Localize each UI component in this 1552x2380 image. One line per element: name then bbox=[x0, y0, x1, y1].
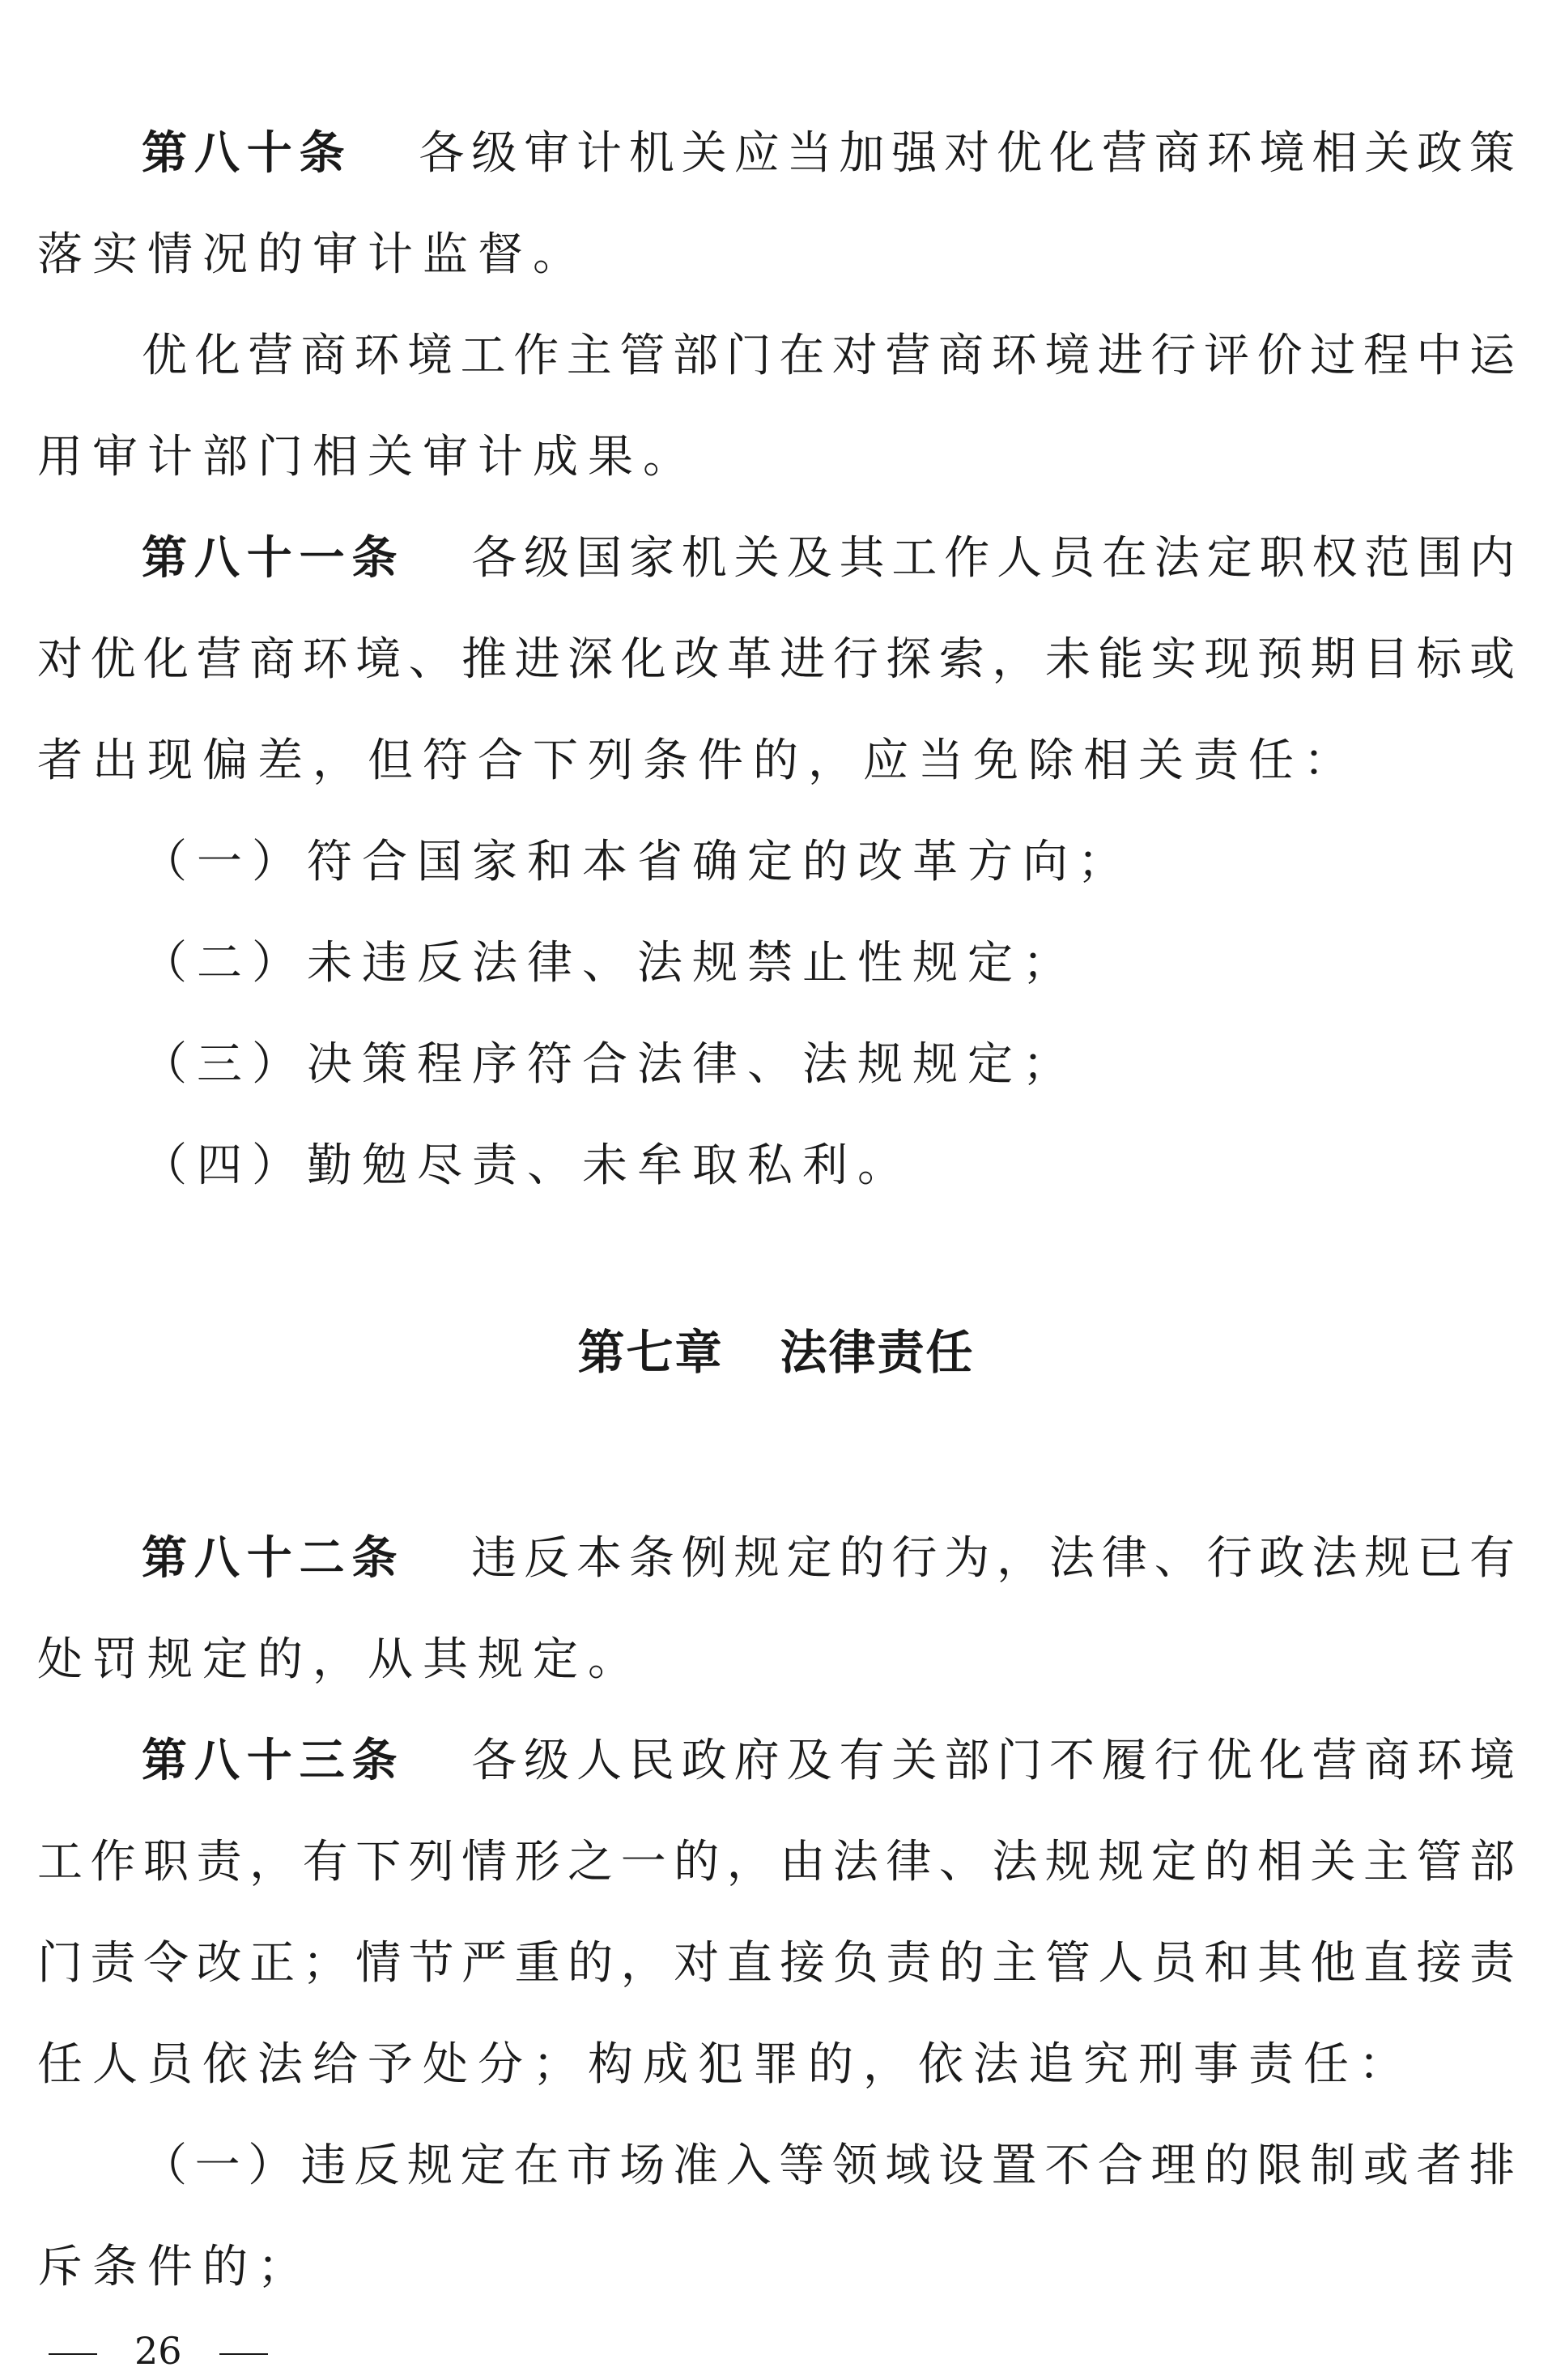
page-footer bbox=[49, 2329, 268, 2373]
chapter-number: 第七章 bbox=[577, 1325, 724, 1380]
article-82-title: 第八十二条 bbox=[142, 1532, 405, 1585]
footer-dash-right bbox=[219, 2353, 268, 2355]
article-83-line-1 bbox=[142, 1729, 1515, 1794]
article-80-para-2-line-1: 优化营商环境工作主管部门在对营商环境进行评价过程中运 bbox=[142, 330, 1515, 382]
page-number: 26 bbox=[134, 2329, 182, 2373]
article-80-line-1 bbox=[142, 121, 1515, 186]
chapter-title: 法律责任 bbox=[780, 1325, 975, 1380]
footer-dash-left bbox=[49, 2353, 97, 2355]
article-80-line-2: 落实情况的审计监督。 bbox=[37, 228, 588, 281]
article-81-text-1: 各级国家机关及其工作人员在法定职权范围内 bbox=[464, 532, 1515, 585]
article-83-item-1-line-1: （一）违反规定在市场准入等领域设置不合理的限制或者排 bbox=[142, 2139, 1515, 2192]
article-83-text-1: 各级人民政府及有关部门不履行优化营商环境 bbox=[464, 1735, 1515, 1787]
article-81-item-3: （三）决策程序符合法律、法规规定； bbox=[142, 1038, 1078, 1091]
article-83-line-4: 任人员依法给予处分；构成犯罪的，依法追究刑事责任： bbox=[37, 2038, 1414, 2091]
article-80-para-2-line-2: 用审计部门相关审计成果。 bbox=[37, 431, 698, 483]
article-81-item-1: （一）符合国家和本省确定的改革方向； bbox=[142, 836, 1133, 888]
chapter-heading bbox=[0, 1312, 1552, 1393]
article-81-title: 第八十一条 bbox=[142, 532, 405, 585]
article-81-item-4: （四）勤勉尽责、未牟取私利。 bbox=[142, 1139, 912, 1192]
article-81-line-3: 者出现偏差，但符合下列条件的，应当免除相关责任： bbox=[37, 734, 1359, 787]
article-83-item-1-line-2: 斥条件的； bbox=[37, 2241, 313, 2293]
article-83-title: 第八十三条 bbox=[142, 1735, 405, 1787]
article-80-text-1: 各级审计机关应当加强对优化营商环境相关政策 bbox=[411, 127, 1515, 180]
article-81-line-2: 对优化营商环境、推进深化改革进行探索，未能实现预期目标或 bbox=[37, 633, 1515, 686]
article-82-text-1: 违反本条例规定的行为，法律、行政法规已有 bbox=[464, 1532, 1515, 1585]
article-80-title: 第八十条 bbox=[142, 127, 352, 180]
article-83-line-3: 门责令改正；情节严重的，对直接负责的主管人员和其他直接责 bbox=[37, 1937, 1515, 1990]
article-81-line-1 bbox=[142, 526, 1515, 591]
article-82-line-1 bbox=[142, 1526, 1515, 1591]
article-82-line-2: 处罚规定的，从其规定。 bbox=[37, 1633, 643, 1686]
article-81-item-2: （二）未违反法律、法规禁止性规定； bbox=[142, 937, 1078, 990]
article-83-line-2: 工作职责，有下列情形之一的，由法律、法规规定的相关主管部 bbox=[37, 1836, 1515, 1888]
